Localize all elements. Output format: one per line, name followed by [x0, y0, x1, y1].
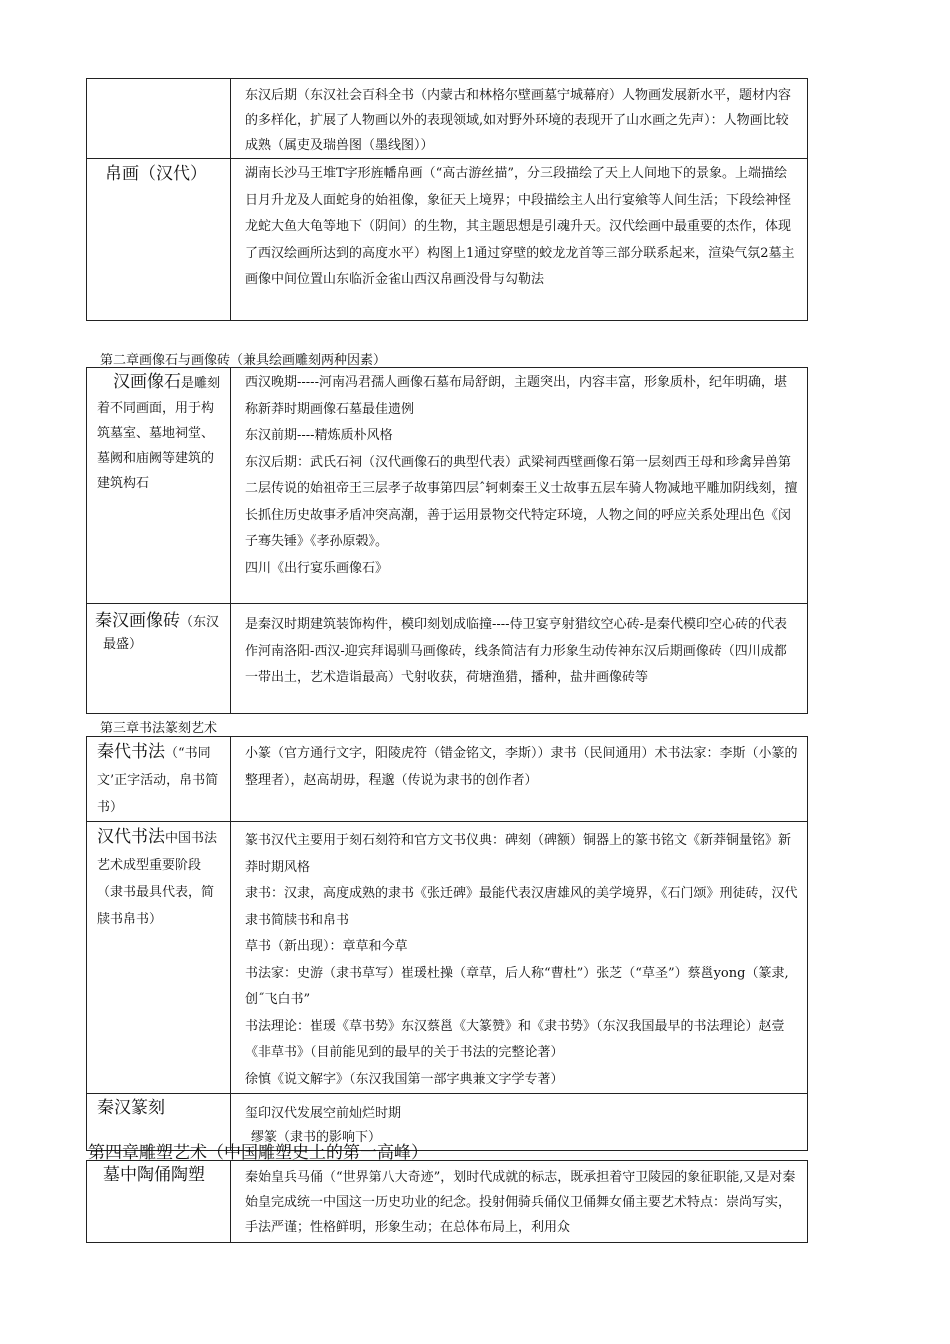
row-label: [87, 737, 230, 821]
row-label: [87, 79, 230, 81]
row-content: [231, 737, 807, 794]
row-label-title: 秦汉画像砖: [95, 611, 180, 631]
row-label-cell: [87, 737, 231, 822]
table-row: [87, 79, 808, 159]
table-row: [87, 604, 808, 714]
content-line: 小篆（官方通行文字，阳陵虎符（错金铭文，李斯））隶书（民间通用）术书法家：李斯（小篆的整理者），赵高胡毋，程邈（传说为隶书的创作者）: [245, 746, 798, 788]
content-line: 书法理论：崔瑗《草书势》东汉蔡邕《大篆赞》和《隶书势》（东汉我国最早的书法理论）赵壹《非草书》（目前能见到的最早的关于书法的完整论著）: [245, 1018, 785, 1060]
row-content: 是秦汉时期建筑装饰构件，模印刻划成临撞----侍卫宴亨射猎纹空心砖-是秦代模印空心砖的代表作河南洛阳-西汉-迎宾拜谒驯马画像砖，线条简洁有力形象生动传神东汉后期画像砖（四川成都一带出土，艺术造诣最高）弋射收获，荷塘渔猎，播种，盐井画像砖等: [245, 617, 787, 685]
row-label-note: 中国书法艺术成型重要阶段（隶书最具代表，简牍书帛书）: [97, 831, 218, 927]
row-label-cell: [87, 1161, 231, 1243]
row-label: [87, 604, 230, 656]
content-line: 缪篆（隶书的影响下）: [251, 1130, 382, 1145]
row-label-cell: [87, 79, 231, 159]
table-row: [87, 1161, 808, 1243]
row-content: 东汉后期（东汉社会百科全书（内蒙古和林格尔壁画墓宁城幕府）人物画发展新水平，题材内容的多样化，扩展了人物画以外的表现领域,如对野外环境的表现开了山水画之先声）：人物画比较成熟（属吏及瑞兽图（墨线图））: [245, 88, 792, 153]
row-label-cell: [87, 368, 231, 604]
row-label-title: 墓中陶俑陶塑: [103, 1165, 205, 1185]
row-label-cell: [87, 822, 231, 1094]
content-line: 草书（新出现）：章草和今草: [245, 939, 408, 954]
content-line: 徐慎《说文解字》（东汉我国第一部字典兼文字学专著）: [245, 1071, 564, 1087]
chapter-heading: 第四章雕塑艺术（中国雕塑史上的第一高峰）: [88, 1143, 428, 1163]
content-line: 玺印汉代发展空前灿烂时期: [245, 1106, 402, 1121]
stone-brick-table: [86, 367, 808, 714]
row-label-title: 秦代书法: [97, 742, 165, 762]
row-content-cell: [231, 737, 808, 822]
row-label-note: （东汉: [180, 615, 220, 630]
row-label: [87, 1094, 230, 1122]
chapter-heading: 第三章书法篆刻艺术: [100, 721, 218, 736]
row-label-note: 是雕刻着不同画面，用于构筑墓室、墓地祠堂、墓阙和庙阙等建筑的建筑构石: [97, 376, 221, 491]
row-content: 秦始皇兵马俑（“世界第八大奇迹”，划时代成就的标志，既承担着守卫陵园的象征职能,又是对秦始皇完成统一中国这一历史功业的纪念。投射佣骑兵俑仪卫俑舞女俑主要艺术特点：崇尚写实，手法严谨；性格鲜明，形象生动；在总体布局上，利用众: [245, 1170, 796, 1235]
content-line: 隶书：汉隶，高度成熟的隶书《张迁碑》最能代表汉唐雄风的美学境界，《石门颂》刑徒砖，汉代隶书简牍书和帛书: [245, 886, 798, 928]
row-label-title: 汉画像石: [113, 372, 181, 392]
row-label-title: 汉代书法: [97, 827, 165, 847]
painting-table: [86, 78, 808, 321]
content-line: 东汉后期：武氏石祠（汉代画像石的典型代表）武梁祠西壁画像石第一层刻西王母和珍禽异兽第二层传说的始祖帝王三层孝子故事第四层ˆ轲刺秦王义士故事五层车骑人物减地平雕加阴线刻，擅长抓住历史故事矛盾冲突高潮，善于运用景物交代特定环境，人物之间的呼应关系处理出色《闵子骞失锤》《孝孙原榖》。: [245, 454, 798, 549]
sculpture-table: [86, 1160, 808, 1243]
row-label-note: （“书同文’正字活动，帛书简书）: [97, 746, 219, 815]
row-content-cell: [231, 822, 808, 1094]
row-content-cell: [231, 604, 808, 714]
row-label-cell: [87, 604, 231, 714]
row-content: 湖南长沙马王堆T字形旌幡帛画（“高古游丝描”，分三段描绘了天上人间地下的景象。上端描绘日月升龙及人面蛇身的始祖像，象征天上境界；中段描绘主人出行宴飨等人间生活；下段绘神怪龙蛇大鱼大龟等地下（阴间）的生物，其主题思想是引魂升天。汉代绘画中最重要的杰作，体现了西汉绘画所达到的高度水平）构图上1通过穿壁的蛟龙龙首等三部分联系起来，渲染气氛2墓主画像中间位置山东临沂金雀山西汉帛画没骨与勾勒法: [245, 166, 795, 287]
table-row: [87, 737, 808, 822]
row-label: [87, 368, 230, 496]
row-label-title: 秦汉篆刻: [97, 1098, 165, 1118]
row-label-cell: [87, 159, 231, 321]
row-content: [231, 822, 807, 1093]
row-label: 帛画（汉代）: [105, 164, 207, 184]
row-content-cell: [231, 368, 808, 604]
row-label: [87, 1161, 230, 1189]
table-row: [87, 368, 808, 604]
row-label-note: 最盛）: [103, 637, 143, 652]
row-content-cell: [231, 159, 808, 321]
content-line: 东汉前期----精炼质朴风格: [245, 428, 393, 443]
row-content: [231, 368, 807, 582]
table-row: [87, 159, 808, 321]
chapter-heading: 第二章画像石与画像砖（兼具绘画雕刻两种因素）: [100, 353, 387, 368]
content-line: 篆书汉代主要用于刻石刻符和官方文书仪典：碑刻（碑额）铜器上的篆书铭文《新莽铜量铭》新莽时期风格: [245, 833, 792, 875]
table-row: [87, 822, 808, 1094]
content-line: 四川《出行宴乐画像石》: [245, 560, 389, 576]
row-content-cell: [231, 79, 808, 159]
content-line: 西汉晚期-----河南冯君孺人画像石墓布局舒朗，主题突出，内容丰富，形象质朴，纪年明确，堪称新莽时期画像石墓最佳遗例: [245, 375, 787, 417]
row-label: [87, 822, 230, 933]
content-line: 书法家：史游（隶书草写）崔瑗杜操（章草，后人称“曹杜”）张芝（“草圣”）蔡邕yong（篆隶,创˝飞白书”: [245, 965, 789, 1007]
row-content-cell: [231, 1161, 808, 1243]
calligraphy-table: [86, 736, 808, 1151]
